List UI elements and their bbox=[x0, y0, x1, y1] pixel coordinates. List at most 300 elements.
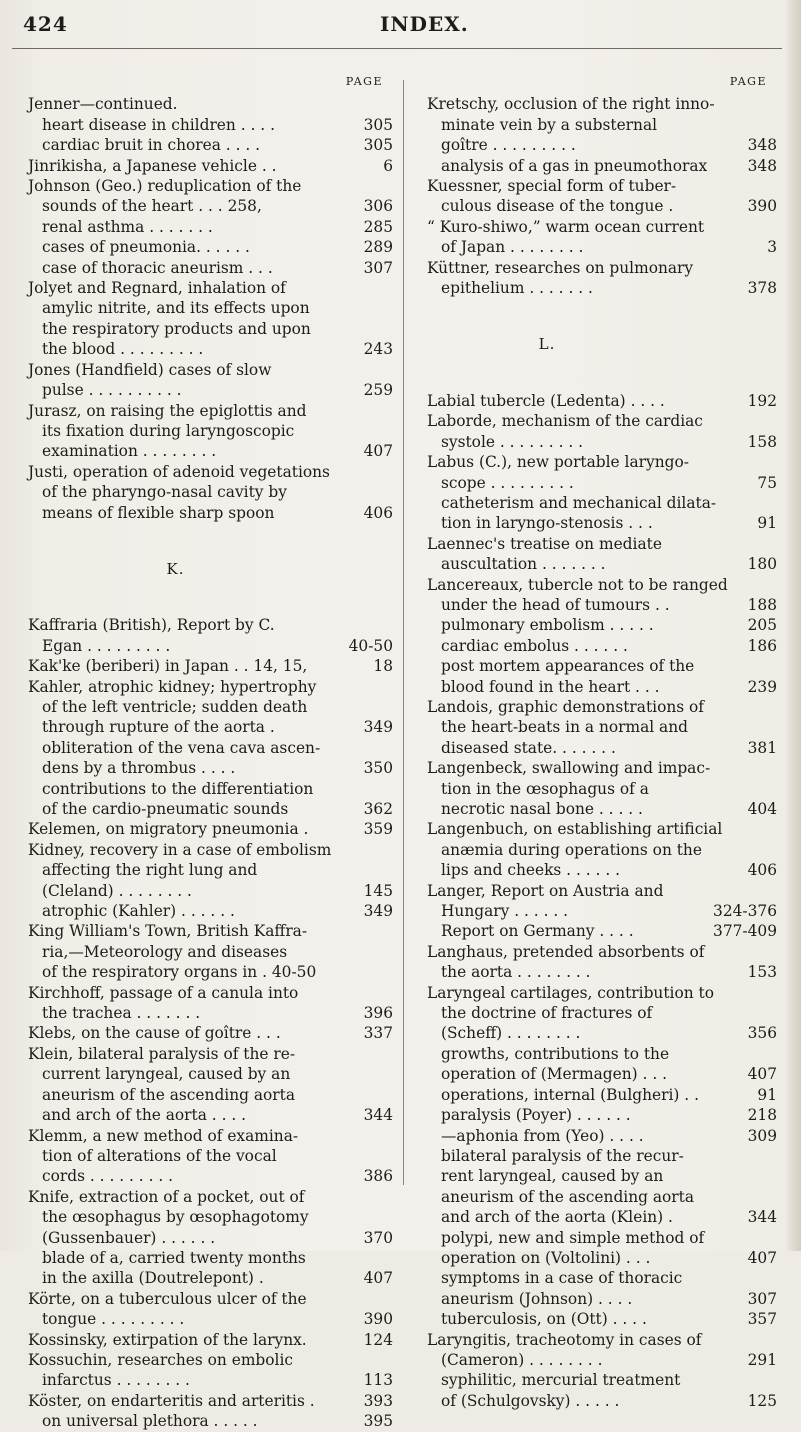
entry-text: aneurism of the ascending aorta bbox=[441, 1187, 695, 1206]
page-ref: 6 bbox=[383, 156, 393, 175]
index-entry bbox=[28, 840, 393, 860]
page-ref: 291 bbox=[747, 1350, 777, 1369]
entry-text: current laryngeal, caused by an bbox=[42, 1065, 291, 1084]
entry-text: cases of pneumonia. . . . . . bbox=[42, 238, 250, 257]
index-subentry bbox=[427, 1350, 777, 1370]
page-ref: 337 bbox=[363, 1024, 393, 1043]
page-ref: 370 bbox=[363, 1228, 393, 1247]
index-entry bbox=[28, 819, 393, 839]
page-ref: 218 bbox=[747, 1106, 777, 1125]
entry-text: through rupture of the aorta . bbox=[42, 718, 275, 737]
index-subentry bbox=[28, 1003, 393, 1023]
entry-text: cords . . . . . . . . . bbox=[42, 1167, 174, 1186]
entry-text: Küttner, researches on pulmonary bbox=[427, 258, 694, 277]
entry-text: tion in the œsophagus of a bbox=[441, 779, 649, 798]
index-column-left bbox=[28, 72, 393, 1432]
header-rule bbox=[12, 48, 782, 49]
entry-text: Kaffraria (British), Report by C. bbox=[28, 616, 275, 635]
page-ref: 239 bbox=[747, 677, 777, 696]
spacer bbox=[427, 298, 777, 328]
entry-text: pulmonary embolism . . . . . bbox=[441, 616, 654, 635]
index-subentry bbox=[427, 1268, 777, 1288]
page-ref: 350 bbox=[363, 759, 393, 778]
index-subentry bbox=[28, 1268, 393, 1288]
entry-text: King William's Town, British Kaffra- bbox=[28, 922, 308, 941]
index-column-right bbox=[427, 72, 777, 1411]
index-subentry bbox=[28, 1146, 393, 1166]
index-subentry bbox=[427, 1023, 777, 1043]
index-subentry bbox=[427, 1207, 777, 1227]
page-ref: 377-409 bbox=[713, 922, 777, 941]
index-subentry bbox=[28, 1064, 393, 1084]
index-entry bbox=[28, 401, 393, 421]
index-entry bbox=[427, 452, 777, 472]
entry-text: of the cardio-pneumatic sounds bbox=[42, 800, 289, 818]
index-entry bbox=[28, 656, 393, 676]
entry-text: epithelium . . . . . . . bbox=[441, 279, 593, 298]
page-ref: 91 bbox=[757, 1085, 777, 1104]
index-entry bbox=[28, 615, 393, 635]
entry-text: Jones (Handfield) cases of slow bbox=[28, 360, 272, 379]
page-ref: 362 bbox=[363, 800, 393, 818]
index-subentry bbox=[28, 482, 393, 502]
index-subentry bbox=[427, 921, 777, 941]
index-subentry bbox=[28, 115, 393, 135]
page-ref: 192 bbox=[747, 391, 777, 410]
entry-text: obliteration of the vena cava ascen- bbox=[42, 738, 321, 757]
entry-text: cardiac bruit in chorea . . . . bbox=[42, 136, 261, 155]
entry-text: and arch of the aorta (Klein) . bbox=[441, 1208, 673, 1227]
index-entry bbox=[28, 1391, 393, 1411]
index-subentry bbox=[427, 513, 777, 533]
entry-text: of the pharyngo-nasal cavity by bbox=[42, 483, 287, 502]
index-subentry bbox=[28, 217, 393, 237]
index-subentry bbox=[427, 278, 777, 298]
entry-text: Langer, Report on Austria and bbox=[427, 881, 664, 900]
spacer bbox=[427, 361, 777, 391]
entry-text: Körte, on a tuberculous ulcer of the bbox=[28, 1289, 307, 1308]
entry-text: polypi, new and simple method of bbox=[441, 1228, 705, 1247]
entry-text: renal asthma . . . . . . . bbox=[42, 217, 213, 236]
entry-text: Langhaus, pretended absorbents of bbox=[427, 942, 705, 961]
index-entry bbox=[28, 1023, 393, 1043]
entry-text: culous disease of the tongue . bbox=[441, 197, 674, 216]
index-subentry bbox=[28, 135, 393, 155]
page-ref: 407 bbox=[363, 1269, 393, 1288]
entry-text: in the axilla (Doutrelepont) . bbox=[42, 1269, 264, 1288]
index-subentry bbox=[28, 636, 393, 656]
entry-text: and arch of the aorta . . . . bbox=[42, 1106, 247, 1125]
index-subentry bbox=[427, 1248, 777, 1268]
page-ref: 125 bbox=[747, 1391, 777, 1410]
page-ref: 344 bbox=[363, 1106, 393, 1125]
page-ref: 381 bbox=[747, 738, 777, 757]
page-ref: 188 bbox=[747, 595, 777, 614]
page-ref: 396 bbox=[363, 1004, 393, 1023]
entry-text: post mortem appearances of the bbox=[441, 657, 695, 676]
index-subentry bbox=[427, 677, 777, 697]
entry-text: the blood . . . . . . . . . bbox=[42, 340, 204, 359]
index-entry bbox=[28, 677, 393, 697]
index-subentry bbox=[427, 1146, 777, 1166]
index-entry bbox=[28, 1126, 393, 1146]
index-subentry bbox=[427, 1064, 777, 1084]
index-subentry bbox=[28, 1411, 393, 1431]
index-entry bbox=[28, 278, 393, 298]
entry-text: blood found in the heart . . . bbox=[441, 677, 660, 696]
entry-text: Langenbeck, swallowing and impac- bbox=[427, 759, 711, 778]
page-ref: 289 bbox=[363, 238, 393, 257]
index-subentry bbox=[427, 1187, 777, 1207]
entry-text: Jurasz, on raising the epiglottis and bbox=[28, 401, 307, 420]
index-entry bbox=[427, 758, 777, 778]
index-subentry bbox=[28, 1309, 393, 1329]
entry-text: the œsophagus by œsophagotomy bbox=[42, 1208, 309, 1227]
index-subentry bbox=[427, 901, 777, 921]
entry-text: Laryngitis, tracheotomy in cases of bbox=[427, 1330, 702, 1349]
page-ref: 359 bbox=[363, 820, 393, 839]
index-subentry bbox=[28, 339, 393, 359]
entry-text: under the head of tumours . . bbox=[441, 595, 670, 614]
index-entry bbox=[28, 1330, 393, 1350]
page-ref: 3 bbox=[767, 238, 777, 257]
index-subentry bbox=[427, 1166, 777, 1186]
index-entry bbox=[28, 360, 393, 380]
index-subentry bbox=[28, 1166, 393, 1186]
index-entry bbox=[427, 983, 777, 1003]
index-subentry bbox=[28, 738, 393, 758]
entry-text: examination . . . . . . . . bbox=[42, 442, 217, 461]
entry-text: Labial tubercle (Ledenta) . . . . bbox=[427, 391, 665, 410]
entry-text: Hungary . . . . . . bbox=[441, 902, 569, 921]
entry-text: Kahler, atrophic kidney; hypertrophy bbox=[28, 677, 317, 696]
page-ref: 307 bbox=[747, 1289, 777, 1308]
index-subentry bbox=[28, 258, 393, 278]
index-entry bbox=[28, 983, 393, 1003]
index-subentry bbox=[427, 615, 777, 635]
page-ref: 344 bbox=[747, 1208, 777, 1227]
page-ref: 113 bbox=[363, 1371, 393, 1390]
page-ref: 124 bbox=[363, 1330, 393, 1349]
index-entry bbox=[28, 94, 393, 114]
entry-text: (Scheff) . . . . . . . . bbox=[441, 1024, 581, 1043]
entry-text: Kuessner, special form of tuber- bbox=[427, 177, 677, 196]
page-ref: 259 bbox=[363, 381, 393, 400]
entry-text: blade of a, carried twenty months bbox=[42, 1248, 306, 1267]
entry-text: tion in laryngo-stenosis . . . bbox=[441, 514, 653, 533]
entry-text: (Cleland) . . . . . . . . bbox=[42, 881, 192, 900]
index-subentry bbox=[427, 135, 777, 155]
page-ref: 356 bbox=[747, 1024, 777, 1043]
page-ref: 348 bbox=[747, 156, 777, 175]
entry-text: diseased state. . . . . . . bbox=[441, 738, 616, 757]
entry-text: symptoms in a case of thoracic bbox=[441, 1269, 683, 1288]
entry-text: the respiratory products and upon bbox=[42, 319, 311, 338]
page-ref: 205 bbox=[747, 616, 777, 635]
index-entry bbox=[427, 819, 777, 839]
index-subentry bbox=[427, 1391, 777, 1411]
page-ref: 153 bbox=[747, 963, 777, 982]
entry-text: analysis of a gas in pneumothorax bbox=[441, 156, 708, 175]
index-entries-left bbox=[28, 94, 393, 1431]
entry-text: Egan . . . . . . . . . bbox=[42, 636, 171, 655]
entry-text: Landois, graphic demonstrations of bbox=[427, 697, 705, 716]
page-ref: 386 bbox=[363, 1167, 393, 1186]
entry-text: Kidney, recovery in a case of embolism bbox=[28, 840, 332, 859]
index-subentry bbox=[28, 962, 393, 982]
page-ref: 407 bbox=[747, 1065, 777, 1084]
entry-text: Laryngeal cartilages, contribution to bbox=[427, 983, 714, 1002]
index-subentry bbox=[427, 493, 777, 513]
index-subentry bbox=[427, 156, 777, 176]
page-ref: 349 bbox=[363, 718, 393, 737]
entry-text: operation on (Voltolini) . . . bbox=[441, 1248, 651, 1267]
page-ref: 18 bbox=[373, 657, 393, 676]
running-head bbox=[0, 10, 801, 42]
entry-text: contributions to the differentiation bbox=[42, 779, 314, 798]
entry-text: tuberculosis, on (Ott) . . . . bbox=[441, 1310, 647, 1329]
entry-text: Labus (C.), new portable laryngo- bbox=[427, 453, 689, 472]
entry-text: Klein, bilateral paralysis of the re- bbox=[28, 1044, 296, 1063]
page-ref: 307 bbox=[363, 258, 393, 277]
index-subentry bbox=[427, 799, 777, 819]
index-subentry bbox=[427, 1105, 777, 1125]
index-entry bbox=[28, 156, 393, 176]
index-subentry bbox=[427, 636, 777, 656]
entry-text: Köster, on endarteritis and arteritis . bbox=[28, 1391, 315, 1410]
entry-text: necrotic nasal bone . . . . . bbox=[441, 800, 643, 818]
entry-text: systole . . . . . . . . . bbox=[441, 432, 584, 451]
entry-text: amylic nitrite, and its effects upon bbox=[42, 299, 310, 318]
entry-text: tongue . . . . . . . . . bbox=[42, 1310, 185, 1329]
entry-text: Klebs, on the cause of goître . . . bbox=[28, 1024, 281, 1043]
page-edge bbox=[787, 0, 801, 1251]
index-entry bbox=[427, 942, 777, 962]
index-subentry bbox=[28, 1207, 393, 1227]
index-subentry bbox=[28, 1105, 393, 1125]
entry-text: of the left ventricle; sudden death bbox=[42, 697, 308, 716]
entry-text: operations, internal (Bulgheri) . . bbox=[441, 1085, 699, 1104]
entry-text: case of thoracic aneurism . . . bbox=[42, 258, 273, 277]
index-entries-right bbox=[427, 94, 777, 1411]
index-entry bbox=[427, 94, 777, 114]
index-subentry bbox=[427, 115, 777, 135]
index-subentry bbox=[427, 1309, 777, 1329]
entry-text: tion of alterations of the vocal bbox=[42, 1146, 277, 1165]
page-ref: 395 bbox=[363, 1412, 393, 1431]
entry-text: Langenbuch, on establishing artificial bbox=[427, 820, 723, 839]
index-subentry bbox=[427, 717, 777, 737]
index-entry bbox=[28, 176, 393, 196]
index-entry bbox=[427, 176, 777, 196]
entry-text: of the respiratory organs in . 40-50 bbox=[42, 963, 317, 982]
index-subentry bbox=[28, 697, 393, 717]
page-ref: 393 bbox=[363, 1391, 393, 1410]
page-ref: 285 bbox=[363, 217, 393, 236]
entry-text: cardiac embolus . . . . . . bbox=[441, 636, 628, 655]
page-ref: 40-50 bbox=[348, 636, 393, 655]
entry-text: Kretschy, occlusion of the right inno- bbox=[427, 95, 715, 114]
page-ref: 305 bbox=[363, 136, 393, 155]
index-subentry bbox=[28, 380, 393, 400]
column-divider bbox=[403, 80, 404, 1185]
index-subentry bbox=[427, 595, 777, 615]
index-subentry bbox=[28, 1085, 393, 1105]
index-subentry bbox=[427, 1126, 777, 1146]
entry-text: bilateral paralysis of the recur- bbox=[441, 1146, 684, 1165]
index-subentry bbox=[28, 860, 393, 880]
page-ref: 348 bbox=[747, 136, 777, 155]
entry-text: Report on Germany . . . . bbox=[441, 922, 634, 941]
index-entry bbox=[427, 1330, 777, 1350]
entry-text: minate vein by a substernal bbox=[441, 115, 658, 134]
page-ref: 145 bbox=[363, 881, 393, 900]
spacer bbox=[28, 585, 393, 615]
index-subentry bbox=[427, 840, 777, 860]
entry-text: ria,—Meteorology and diseases bbox=[42, 942, 288, 961]
entry-text: syphilitic, mercurial treatment bbox=[441, 1371, 681, 1390]
entry-text: Kossuchin, researches on embolic bbox=[28, 1350, 293, 1369]
index-entry bbox=[427, 697, 777, 717]
entry-text: paralysis (Poyer) . . . . . . bbox=[441, 1106, 631, 1125]
entry-text: of (Schulgovsky) . . . . . bbox=[441, 1391, 620, 1410]
page-ref: 75 bbox=[757, 473, 777, 492]
page-ref: 407 bbox=[747, 1248, 777, 1267]
entry-text: scope . . . . . . . . . bbox=[441, 473, 574, 492]
page-ref: 406 bbox=[363, 503, 393, 522]
index-subentry bbox=[427, 237, 777, 257]
index-subentry bbox=[427, 1003, 777, 1023]
index-entry bbox=[427, 411, 777, 431]
index-entry bbox=[28, 1350, 393, 1370]
entry-text: of Japan . . . . . . . . bbox=[441, 238, 584, 257]
index-subentry bbox=[427, 1044, 777, 1064]
entry-text: —aphonia from (Yeo) . . . . bbox=[441, 1126, 644, 1145]
page-column-label: PAGE bbox=[729, 75, 767, 88]
index-subentry bbox=[427, 738, 777, 758]
entry-text: heart disease in children . . . . bbox=[42, 115, 275, 134]
entry-text: Johnson (Geo.) reduplication of the bbox=[28, 177, 302, 196]
page-ref: 309 bbox=[747, 1126, 777, 1145]
page-ref: 91 bbox=[757, 514, 777, 533]
page-number: 424 bbox=[23, 12, 68, 36]
entry-text: (Gussenbauer) . . . . . . bbox=[42, 1228, 216, 1247]
index-entry bbox=[28, 1289, 393, 1309]
entry-text: Knife, extraction of a pocket, out of bbox=[28, 1187, 305, 1206]
entry-text: pulse . . . . . . . . . . bbox=[42, 381, 182, 400]
index-entry bbox=[28, 1187, 393, 1207]
index-entry bbox=[427, 534, 777, 554]
entry-text: on universal plethora . . . . . bbox=[42, 1412, 258, 1431]
page-ref: 349 bbox=[363, 902, 393, 921]
index-subentry bbox=[28, 1248, 393, 1268]
index-subentry bbox=[427, 1289, 777, 1309]
entry-text: infarctus . . . . . . . . bbox=[42, 1371, 190, 1390]
page-column-label: PAGE bbox=[345, 75, 383, 88]
entry-text: dens by a thrombus . . . . bbox=[42, 759, 236, 778]
index-subentry bbox=[28, 298, 393, 318]
entry-text: Jolyet and Regnard, inhalation of bbox=[28, 279, 286, 298]
page-ref: 243 bbox=[363, 340, 393, 359]
entry-text: goître . . . . . . . . . bbox=[441, 136, 576, 155]
section-letter: L. bbox=[538, 335, 556, 354]
index-subentry bbox=[427, 860, 777, 880]
index-subentry bbox=[28, 503, 393, 523]
index-subentry bbox=[28, 237, 393, 257]
page-ref: 406 bbox=[747, 861, 777, 880]
entry-text: its fixation during laryngoscopic bbox=[42, 421, 295, 440]
index-entry bbox=[28, 462, 393, 482]
index-subentry bbox=[427, 554, 777, 574]
page-ref: 324-376 bbox=[713, 902, 777, 921]
section-letter: K. bbox=[166, 559, 185, 578]
entry-text: Kak'ke (beriberi) in Japan . . 14, 15, bbox=[28, 657, 308, 676]
index-subentry bbox=[28, 441, 393, 461]
entry-text: Kirchhoff, passage of a canula into bbox=[28, 983, 299, 1002]
index-subentry bbox=[28, 717, 393, 737]
page-ref: 305 bbox=[363, 115, 393, 134]
entry-text: the heart-beats in a normal and bbox=[441, 718, 689, 737]
page-ref: 390 bbox=[363, 1310, 393, 1329]
entry-text: atrophic (Kahler) . . . . . . bbox=[42, 902, 235, 921]
entry-text: rent laryngeal, caused by an bbox=[441, 1167, 664, 1186]
entry-text: Klemm, a new method of examina- bbox=[28, 1126, 299, 1145]
entry-text: Jinrikisha, a Japanese vehicle . . bbox=[28, 156, 277, 175]
entry-text: Laborde, mechanism of the cardiac bbox=[427, 412, 703, 431]
entry-text: means of flexible sharp spoon bbox=[42, 503, 275, 522]
entry-text: the doctrine of fractures of bbox=[441, 1004, 653, 1023]
index-subentry bbox=[28, 901, 393, 921]
entry-text: anæmia during operations on the bbox=[441, 840, 702, 859]
page-ref: 158 bbox=[747, 432, 777, 451]
entry-text: Kelemen, on migratory pneumonia . bbox=[28, 820, 309, 839]
page-ref: 378 bbox=[747, 279, 777, 298]
entry-text: (Cameron) . . . . . . . . bbox=[441, 1350, 603, 1369]
entry-text: the aorta . . . . . . . . bbox=[441, 963, 591, 982]
index-subentry bbox=[28, 1228, 393, 1248]
index-subentry bbox=[28, 881, 393, 901]
index-subentry bbox=[427, 656, 777, 676]
index-subentry bbox=[427, 1370, 777, 1390]
page-ref: 404 bbox=[747, 800, 777, 818]
entry-text: Jenner—continued. bbox=[28, 95, 178, 114]
index-entry bbox=[427, 881, 777, 901]
page-ref: 407 bbox=[363, 442, 393, 461]
page-ref: 390 bbox=[747, 197, 777, 216]
entry-text: Lancereaux, tubercle not to be ranged bbox=[427, 575, 728, 594]
page-ref: 306 bbox=[363, 197, 393, 216]
page-title: INDEX. bbox=[380, 12, 469, 36]
index-subentry bbox=[427, 962, 777, 982]
index-subentry bbox=[28, 799, 393, 819]
index-subentry bbox=[427, 196, 777, 216]
index-subentry bbox=[28, 758, 393, 778]
index-subentry bbox=[427, 1085, 777, 1105]
index-entry bbox=[28, 1044, 393, 1064]
index-subentry bbox=[427, 779, 777, 799]
index-subentry bbox=[28, 1370, 393, 1390]
entry-text: growths, contributions to the bbox=[441, 1044, 670, 1063]
spacer bbox=[28, 523, 393, 553]
page-ref: 186 bbox=[747, 636, 777, 655]
entry-text: Kossinsky, extirpation of the larynx. bbox=[28, 1330, 307, 1349]
index-entry bbox=[427, 258, 777, 278]
entry-text: aneurism of the ascending aorta bbox=[42, 1085, 296, 1104]
entry-text: affecting the right lung and bbox=[42, 861, 258, 880]
entry-text: Justi, operation of adenoid vegetations bbox=[28, 462, 330, 481]
entry-text: aneurism (Johnson) . . . . bbox=[441, 1289, 633, 1308]
entry-text: catheterism and mechanical dilata- bbox=[441, 493, 717, 512]
